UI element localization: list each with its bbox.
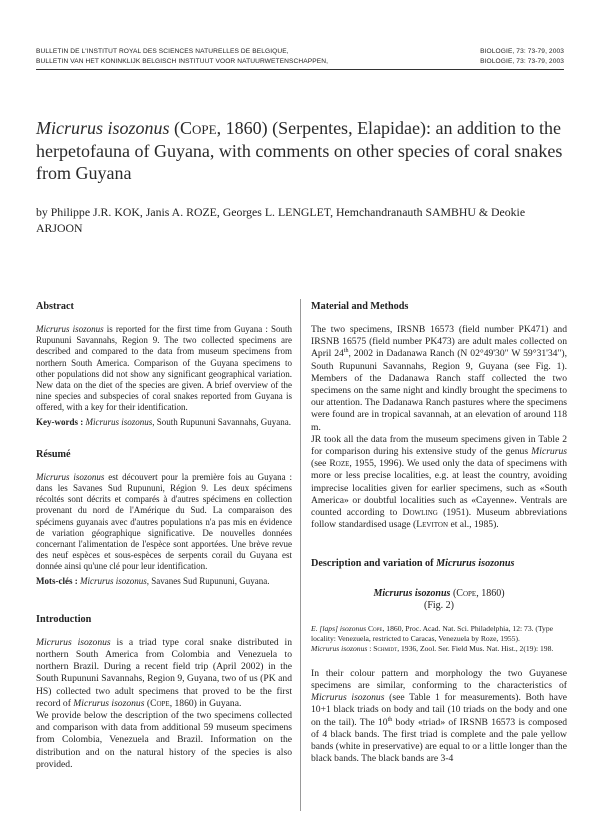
mots-cles-species: Micrurus isozonus xyxy=(79,575,147,586)
desc-text-b: (see Table 1 for measurements). Both have 10+1 black triads on body and tail (10 triads on the body and one on the tail). The 10 xyxy=(311,692,567,728)
introduction-paragraph-2: We provide below the description of the two specimens collected and comparison with data from additional 59 museum specimens from Colombia, Venezuela and Brazil. Information on the distribution and on the natural history of the species is also provided. xyxy=(36,710,292,770)
methods-p2-d: (1951). Museum abbreviations follow standardised usage ( xyxy=(311,507,567,531)
keywords-rest: , South Rupununi Savannahs, Guyana. xyxy=(152,416,292,427)
abstract-keywords xyxy=(36,417,292,428)
intro-text-c: , 1860) in Guyana. xyxy=(169,697,242,709)
ref1-author: Cope xyxy=(366,624,383,634)
author-list: by Philippe J.R. KOK, Janis A. ROZE, Georges L. LENGLET, Hemchandranauth SAMBHU & Deokie ARJOON xyxy=(36,205,526,235)
methods-heading: Material and Methods xyxy=(311,301,409,312)
methods-text-a: The two specimens, IRSNB 16573 (field number PK471) and IRSNB 16575 (field number PK473) are adult males collected on April 24 xyxy=(311,324,567,360)
ref1-text: , 1860, Proc. Acad. Nat. Sci. Philadelphia, 12: 73. (Type locality: Venezuela, restricted to Caracas, Venezuela by Roze, 1955). xyxy=(311,624,554,644)
journal-header-left xyxy=(36,47,328,67)
introduction-heading: Introduction xyxy=(36,613,92,625)
intro-species: Micrurus isozonus xyxy=(36,636,111,648)
methods-sup: th xyxy=(343,348,349,355)
methods-section xyxy=(311,301,567,531)
introduction-paragraph-1 xyxy=(36,637,292,710)
mots-cles-rest: , Savanes Sud Rupununi, Guyana. xyxy=(146,575,270,586)
ref2-author: : Schmidt xyxy=(367,644,398,654)
description-section xyxy=(311,558,567,765)
resume-keywords xyxy=(36,576,292,587)
description-heading xyxy=(311,558,567,570)
abstract-section xyxy=(36,301,292,428)
ref2-name: Micrurus isozonus xyxy=(311,644,368,654)
resume-text xyxy=(36,472,292,573)
description-paragraph xyxy=(311,668,567,766)
keywords-species: Micrurus isozonus xyxy=(85,416,153,427)
intro-species-2: Micrurus isozonus xyxy=(73,697,145,709)
journal-name-fr: BULLETIN DE L'INSTITUT ROYAL DES SCIENCES NATURELLES DE BELGIQUE, xyxy=(36,48,289,55)
methods-p2-c: , 1955, 1996). We used only the data of specimens with more or less precise localities, e.g. at least the country, avoiding imprecise localities given for earlier specimens, such as «South America» or doubtful localities such as «Cayenne». Ventrals are counted according to xyxy=(311,458,567,519)
title-species: Micrurus isozonus xyxy=(36,118,170,138)
journal-header-right xyxy=(480,47,564,67)
title-paren: ( xyxy=(169,118,181,138)
methods-paragraph-1 xyxy=(311,324,567,434)
journal-volume-1: BIOLOGIE, 73: 73-79, 2003 xyxy=(480,48,564,55)
ref1-name: E. [laps] isozonus xyxy=(311,624,367,634)
intro-author: Cope xyxy=(150,697,170,709)
right-column xyxy=(311,301,567,765)
description-heading-species: Micrurus isozonus xyxy=(436,558,515,570)
methods-paragraph-2 xyxy=(311,434,567,532)
mots-cles-label: Mots-clés : xyxy=(36,575,78,586)
abstract-text xyxy=(36,324,292,414)
species-paren: ( xyxy=(450,588,457,600)
title-author: Cope xyxy=(180,118,217,138)
methods-text-b: , 2002 in Dadanawa Ranch (N 02°49'30" W 59°31'34"), South Rupununi Savannahs, Region 9, Guyana (see Fig. 1). Members of the Dadanawa Ranch staff collected the two specimens on the same night and kindly brought the specimens to our attention. The Dadanawa Ranch pastures where the specimens were found are in tropical savannah, at an elevation of around 118 m. xyxy=(311,348,567,433)
figure-reference: (Fig. 2) xyxy=(424,600,454,612)
synonymy-ref-2 xyxy=(311,644,567,654)
synonymy-ref-1 xyxy=(311,624,567,644)
resume-body: est découvert pour la première fois au Guyana : dans les Savanes Sud Rupununi, Région 9. Les deux spécimens récoltés sont décrits et comparés à d'autres spécimens en collection provenant du nord de l'Amérique du Sud. La comparaison des spécimens guyanais avec d'autres populations n'a pas mis en évidence de variation géographique significative. De nouvelles données concernant l'alimentation de l'espèce sont apportées. Une brève revue des neuf espèces et sous-espèces de serpents corail du Guyana est donnée ainsi qu'une clé pour leur identification. xyxy=(36,471,293,572)
methods-p2-e: et al., 1985). xyxy=(448,519,499,531)
article-title xyxy=(36,117,570,185)
journal-name-nl: BULLETIN VAN HET KONINKLIJK BELGISCH INSTITUUT VOOR NATUURWETENSCHAPPEN, xyxy=(36,58,329,65)
intro-text-a: is a triad type coral snake distributed in northern South America from Colombia and Venezuela to northern Brazil. During a recent field trip (April 2002) in the South Rupununi Savannahs, Region 9, Guyana, two of us (PK and HS) collected two adult specimens that proved to be the first record of xyxy=(36,636,292,709)
column-divider xyxy=(300,299,301,811)
methods-ref-roze: Roze xyxy=(329,458,350,470)
methods-ref-leviton: Leviton xyxy=(416,519,449,531)
abstract-body: is reported for the first time from Guyana : South Rupununi Savannahs, Region 9. The two collected specimens are described and compared to the data from museum specimens from northern South America. Comparison of the Guyana specimens to other populations did not show any significant geographical variation. New data on the diet of the species are given. A brief overview of the nine species and subspecies of coral snakes reported from Guyana is offered, with a key for their identification. xyxy=(36,324,292,413)
methods-p2-b: (see xyxy=(311,458,330,470)
resume-heading: Résumé xyxy=(36,448,71,460)
methods-p2-a: JR took all the data from the museum specimens given in Table 2 for comparison during his extensive study of the genus xyxy=(311,433,567,458)
synonymy-references xyxy=(311,624,567,653)
methods-genus: Micrurus xyxy=(531,446,567,458)
header-divider xyxy=(36,69,564,70)
description-heading-text: Description and variation of xyxy=(311,558,437,570)
title-rest: (Serpentes, Elapidae): an addition to the herpetofauna of Guyana, with comments on other species of coral snakes from Guyana xyxy=(36,118,563,183)
abstract-species: Micrurus isozonus xyxy=(36,324,104,334)
desc-species: Micrurus isozonus xyxy=(311,692,385,704)
ref2-text: , 1936, Zool. Ser. Field Mus. Nat. Hist., 2(19): 198. xyxy=(397,644,554,654)
title-year: , 1860) xyxy=(216,118,268,138)
resume-species: Micrurus isozonus xyxy=(36,471,105,482)
desc-text-a: In their colour pattern and morphology the two Guyanese specimens are similar, conforming to the characteristics of xyxy=(311,667,567,692)
left-column xyxy=(36,301,292,771)
keywords-label: Key-words : xyxy=(36,416,84,427)
methods-ref-dowling: Dowling xyxy=(402,507,438,519)
journal-volume-2: BIOLOGIE, 73: 73-79, 2003 xyxy=(480,58,564,65)
desc-text-c: body «triad» of IRSNB 16573 is composed of 4 black bands. The first triad is complete and the pale yellow bands (white in preservative) are equal to or a little longer than the black bands. The black bands are 3-4 xyxy=(311,716,568,765)
species-name: Micrurus isozonus xyxy=(373,588,451,600)
desc-sup: th xyxy=(387,716,393,723)
resume-section xyxy=(36,449,292,587)
intro-paren: ( xyxy=(144,697,151,709)
species-heading xyxy=(311,588,567,612)
species-year: , 1860) xyxy=(476,588,505,600)
introduction-section xyxy=(36,614,292,771)
species-author: Cope xyxy=(456,588,477,600)
abstract-heading: Abstract xyxy=(36,301,74,312)
